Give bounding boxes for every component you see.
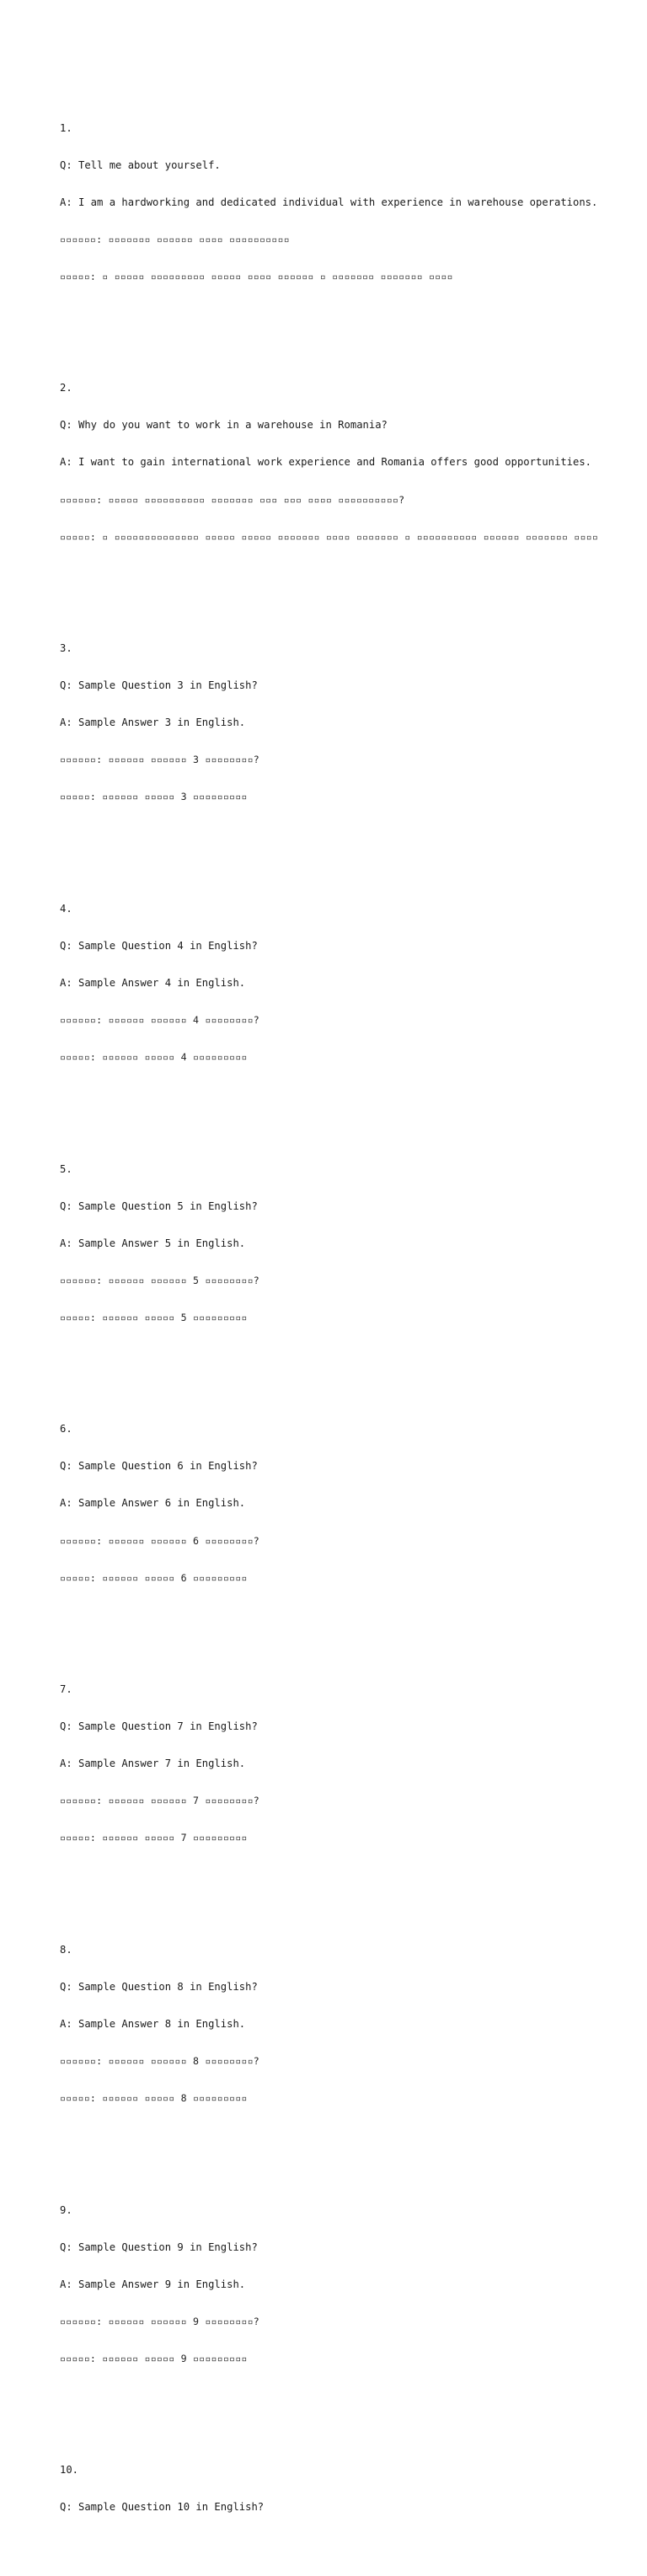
answer-translated: ▫▫▫▫▫: ▫▫▫▫▫▫ ▫▫▫▫▫ 5 ▫▫▫▫▫▫▫▫▫: [60, 1311, 248, 1323]
answer-english: A: I want to gain international work experience and Romania offers good opportunities.: [60, 456, 592, 469]
entry-number: 10.: [60, 2464, 79, 2477]
qa-entry-10: [60, 2439, 616, 2539]
question-english: Q: Sample Question 10 in English?: [60, 2501, 265, 2514]
question-translated: ▫▫▫▫▫▫: ▫▫▫▫▫ ▫▫▫▫▫▫▫▫▫▫ ▫▫▫▫▫▫▫ ▫▫▫ ▫▫▫ ▫▫▫▫ ▫▫▫▫▫▫▫▫▫▫?: [60, 493, 405, 506]
entry-number: 3.: [60, 642, 72, 655]
entry-number: 4.: [60, 902, 72, 915]
qa-entry-8: [60, 1919, 616, 2129]
qa-entry-6: [60, 1398, 616, 1609]
answer-translated: ▫▫▫▫▫: ▫▫▫▫▫▫ ▫▫▫▫▫ 3 ▫▫▫▫▫▫▫▫▫: [60, 791, 248, 803]
question-translated: ▫▫▫▫▫▫: ▫▫▫▫▫▫ ▫▫▫▫▫▫ 7 ▫▫▫▫▫▫▫▫?: [60, 1795, 259, 1807]
question-translated: ▫▫▫▫▫▫: ▫▫▫▫▫▫ ▫▫▫▫▫▫ 8 ▫▫▫▫▫▫▫▫?: [60, 2055, 259, 2068]
answer-english: A: Sample Answer 3 in English.: [60, 716, 246, 729]
answer-translated: ▫▫▫▫▫: ▫▫▫▫▫▫ ▫▫▫▫▫ 4 ▫▫▫▫▫▫▫▫▫: [60, 1051, 248, 1064]
question-english: Q: Tell me about yourself.: [60, 158, 221, 171]
answer-translated: ▫▫▫▫▫: ▫ ▫▫▫▫▫ ▫▫▫▫▫▫▫▫▫ ▫▫▫▫▫ ▫▫▫▫ ▫▫▫▫▫▫ ▫ ▫▫▫▫▫▫▫ ▫▫▫▫▫▫▫ ▫▫▫▫: [60, 270, 453, 282]
answer-translated: ▫▫▫▫▫: ▫▫▫▫▫▫ ▫▫▫▫▫ 6 ▫▫▫▫▫▫▫▫▫: [60, 1571, 248, 1584]
answer-translated: ▫▫▫▫▫: ▫▫▫▫▫▫ ▫▫▫▫▫ 8 ▫▫▫▫▫▫▫▫▫: [60, 2092, 248, 2105]
entry-number: 5.: [60, 1162, 72, 1175]
qa-entry-5: [60, 1138, 616, 1349]
question-translated: ▫▫▫▫▫▫: ▫▫▫▫▫▫ ▫▫▫▫▫▫ 6 ▫▫▫▫▫▫▫▫?: [60, 1534, 259, 1547]
entry-number: 7.: [60, 1683, 72, 1696]
question-english: Q: Sample Question 8 in English?: [60, 1980, 258, 1993]
answer-english: A: Sample Answer 4 in English.: [60, 976, 246, 989]
question-english: Q: Why do you want to work in a warehouse in Romania?: [60, 419, 388, 432]
entry-number: 1.: [60, 121, 72, 134]
question-translated: ▫▫▫▫▫▫: ▫▫▫▫▫▫ ▫▫▫▫▫▫ 4 ▫▫▫▫▫▫▫▫?: [60, 1014, 259, 1027]
entry-number: 9.: [60, 2203, 72, 2216]
question-translated: ▫▫▫▫▫▫: ▫▫▫▫▫▫ ▫▫▫▫▫▫ 5 ▫▫▫▫▫▫▫▫?: [60, 1274, 259, 1286]
question-english: Q: Sample Question 9 in English?: [60, 2241, 258, 2253]
answer-english: A: Sample Answer 8 in English.: [60, 2017, 246, 2030]
answer-english: A: Sample Answer 7 in English.: [60, 1758, 246, 1770]
qa-entry-7: [60, 1659, 616, 1870]
answer-translated: ▫▫▫▫▫: ▫▫▫▫▫▫ ▫▫▫▫▫ 7 ▫▫▫▫▫▫▫▫▫: [60, 1832, 248, 1844]
answer-english: A: Sample Answer 9 in English.: [60, 2278, 246, 2290]
document-page: [60, 60, 616, 2576]
answer-english: A: I am a hardworking and dedicated individual with experience in warehouse operations.: [60, 196, 598, 208]
question-english: Q: Sample Question 5 in English?: [60, 1199, 258, 1212]
answer-english: A: Sample Answer 6 in English.: [60, 1497, 246, 1510]
answer-translated: ▫▫▫▫▫: ▫▫▫▫▫▫ ▫▫▫▫▫ 9 ▫▫▫▫▫▫▫▫▫: [60, 2352, 248, 2364]
question-english: Q: Sample Question 7 in English?: [60, 1720, 258, 1733]
qa-entry-1: [60, 97, 616, 308]
question-translated: ▫▫▫▫▫▫: ▫▫▫▫▫▫ ▫▫▫▫▫▫ 3 ▫▫▫▫▫▫▫▫?: [60, 754, 259, 766]
qa-entry-9: [60, 2179, 616, 2390]
question-english: Q: Sample Question 4 in English?: [60, 939, 258, 952]
qa-entry-4: [60, 877, 616, 1088]
question-english: Q: Sample Question 3 in English?: [60, 679, 258, 692]
answer-translated: ▫▫▫▫▫: ▫ ▫▫▫▫▫▫▫▫▫▫▫▫▫▫ ▫▫▫▫▫ ▫▫▫▫▫ ▫▫▫▫▫▫▫ ▫▫▫▫ ▫▫▫▫▫▫▫ ▫ ▫▫▫▫▫▫▫▫▫▫ ▫▫▫▫▫▫ ▫▫▫▫▫▫▫ ▫▫▫▫: [60, 530, 599, 543]
answer-english: A: Sample Answer 5 in English.: [60, 1237, 246, 1249]
entry-number: 6.: [60, 1423, 72, 1436]
qa-entry-2: [60, 357, 616, 568]
qa-entry-3: [60, 618, 616, 829]
question-translated: ▫▫▫▫▫▫: ▫▫▫▫▫▫ ▫▫▫▫▫▫ 9 ▫▫▫▫▫▫▫▫?: [60, 2315, 259, 2327]
question-translated: ▫▫▫▫▫▫: ▫▫▫▫▫▫▫ ▫▫▫▫▫▫ ▫▫▫▫ ▫▫▫▫▫▫▫▫▫▫: [60, 233, 290, 245]
question-english: Q: Sample Question 6 in English?: [60, 1460, 258, 1473]
entry-number: 8.: [60, 1943, 72, 1956]
entry-number: 2.: [60, 382, 72, 394]
